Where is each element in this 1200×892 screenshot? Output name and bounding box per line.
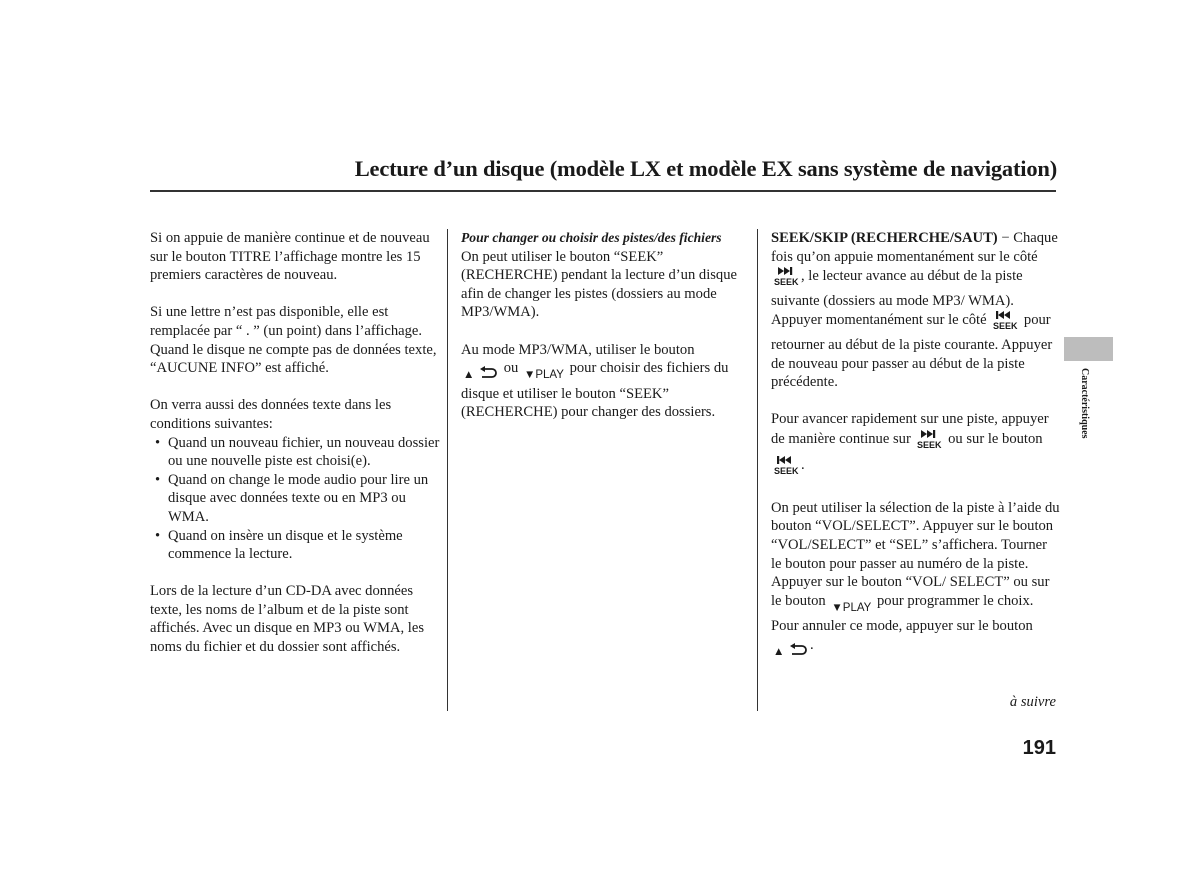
- bullet: •: [155, 527, 161, 544]
- paragraph: Lors de la lecture d’un CD-DA avec données texte, les noms de l’album et de la piste sont affichés. Avec un disque en MP3 ou WMA, les noms du fichier et du dossier sont affichés.: [150, 583, 424, 656]
- paragraph-text: pour choisir des fichiers du disque et utiliser le bouton “SEEK” (RECHERCHE) pour changer des dossiers.: [461, 360, 729, 421]
- up-return-button-icon: [463, 365, 498, 385]
- list-item: [150, 434, 440, 471]
- play-label: PLAY: [535, 369, 564, 382]
- column-divider: [447, 229, 448, 711]
- paragraph-text: Chaque fois qu’on appuie momentanément sur le côté: [771, 230, 1058, 265]
- bullet: •: [155, 471, 161, 488]
- paragraph-text: Pour avancer rapidement sur une piste, appuyer de manière continue sur: [771, 411, 1049, 447]
- seek-forward-icon: [773, 266, 799, 292]
- paragraph-text: , le lecteur avance au début de la piste suivante (dossiers au mode MP3/ WMA). Appuyer momentanément sur le côté: [771, 268, 1023, 329]
- paragraph-text: pour programmer le choix. Pour annuler ce mode, appuyer sur le bouton: [771, 592, 1034, 635]
- paragraph: [461, 341, 751, 422]
- return-arrow-icon: [788, 643, 808, 655]
- paragraph-text: Au mode MP3/WMA, utiliser le bouton: [461, 341, 695, 358]
- down-arrow-icon: ▼: [831, 601, 843, 614]
- seek-forward-icon: [916, 429, 942, 455]
- column-middle: [461, 229, 751, 441]
- list-item-text: Quand un nouveau fichier, un nouveau dossier ou une nouvelle piste est choisi(e).: [168, 434, 440, 470]
- paragraph-text: ou sur le bouton: [948, 430, 1043, 447]
- paragraph: On verra aussi des données texte dans les conditions suivantes:: [150, 397, 392, 432]
- paragraph-text: .: [810, 636, 814, 653]
- seek-label: SEEK: [774, 465, 799, 475]
- up-return-button-icon: [773, 642, 808, 662]
- column-divider: [757, 229, 758, 711]
- paragraph-text: On peut utiliser la sélection de la piste à l’aide du bouton “VOL/SELECT”. Appuyer sur le bouton “VOL/SELECT” et “SEL” s’affichera. Tourner le bouton pour passer au numéro de la piste. Appuyer sur le bouton “VOL/ SELECT” ou sur le bouton: [771, 499, 1060, 609]
- side-section-label: Caractéristiques: [1079, 368, 1090, 439]
- seek-back-icon: [773, 455, 799, 481]
- page-title: Lecture d’un disque (modèle LX et modèle EX sans système de navigation): [354, 156, 1057, 181]
- list-item: [150, 471, 440, 527]
- down-play-button-icon: [831, 599, 871, 618]
- up-arrow-icon: ▲: [773, 645, 785, 658]
- title-rule: [150, 190, 1056, 192]
- paragraph-text: .: [801, 456, 805, 473]
- seek-label: SEEK: [917, 439, 942, 449]
- list-item: [150, 527, 440, 564]
- paragraph: Si une lettre n’est pas disponible, elle est remplacée par “ . ” (un point) dans l’affichage. Quand le disque ne compte pas de données texte, “AUCUNE INFO” est affiché.: [150, 304, 437, 377]
- paragraph: [771, 410, 1061, 480]
- paragraph: On peut utiliser le bouton “SEEK” (RECHERCHE) pendant la lecture d’un disque afin de changer les pistes (dossiers au mode MP3/WMA).: [461, 248, 737, 321]
- down-play-button-icon: [524, 366, 564, 385]
- column-right: [771, 229, 1061, 680]
- paragraph-text: ou: [503, 360, 519, 377]
- return-arrow-icon: [478, 366, 498, 378]
- section-heading: SEEK/SKIP (RECHERCHE/SAUT): [771, 230, 998, 246]
- dash: −: [1001, 230, 1010, 246]
- down-arrow-icon: ▼: [523, 369, 536, 382]
- bullet-list: [150, 434, 440, 564]
- paragraph: [771, 499, 1061, 662]
- seek-label: SEEK: [774, 277, 799, 287]
- section-heading: Pour changer ou choisir des pistes/des fichiers: [461, 230, 722, 245]
- paragraph-text: pour retourner au début de la piste courante. Appuyer de nouveau pour passer au début de la piste précédente.: [771, 312, 1053, 391]
- list-item-text: Quand on change le mode audio pour lire un disque avec données texte ou en MP3 ou WMA.: [168, 471, 429, 525]
- column-left: [150, 229, 440, 675]
- list-item-text: Quand on insère un disque et le système commence la lecture.: [168, 527, 403, 563]
- paragraph: Si on appuie de manière continue et de nouveau sur le bouton TITRE l’affichage montre les 15 premiers caractères de nouveau.: [150, 230, 430, 284]
- continued-label: à suivre: [1009, 694, 1056, 710]
- seek-back-icon: [992, 310, 1018, 336]
- up-arrow-icon: ▲: [463, 369, 475, 382]
- bullet: •: [155, 434, 161, 451]
- play-label: PLAY: [842, 601, 872, 614]
- page-number: 191: [1022, 737, 1056, 759]
- section-tab: [1064, 337, 1113, 361]
- seek-label: SEEK: [993, 321, 1018, 331]
- paragraph: [771, 229, 1061, 392]
